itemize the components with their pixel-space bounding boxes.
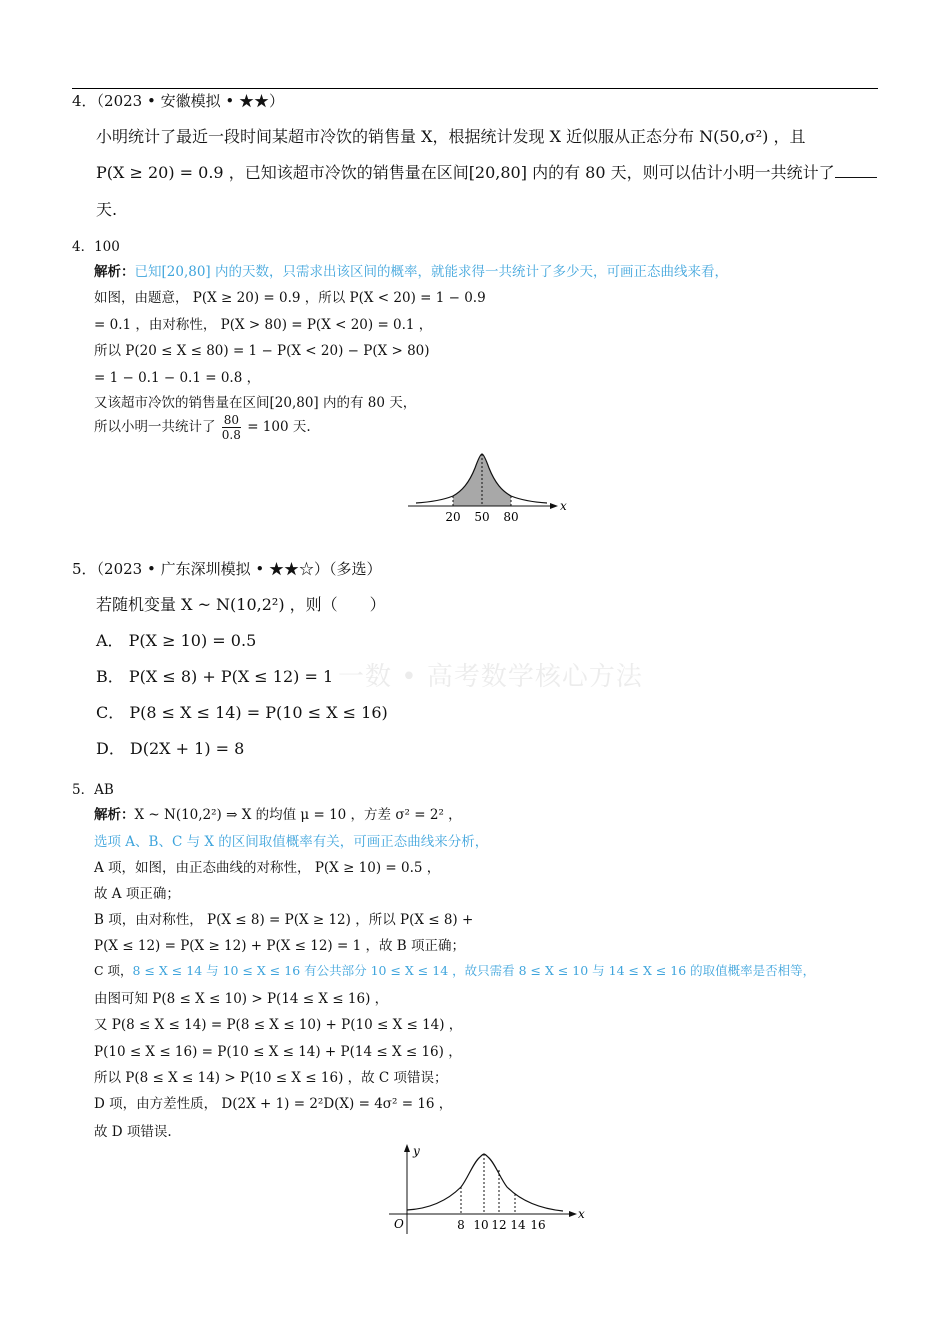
s5-b-2: 又 P(8 ≤ X ≤ 14) = P(8 ≤ X ≤ 10) + P(10 ≤ X ≤ 14) ， <box>94 1017 463 1033</box>
x-axis-2-label: x <box>578 1207 585 1221</box>
s4-line-4: = 1 − 0.1 − 0.1 = 0.8 ， <box>94 370 261 386</box>
tick-label-20: 20 <box>445 510 461 524</box>
s4-frac-den: 0.8 <box>221 428 241 442</box>
s4-final-line <box>94 413 311 442</box>
s5-c-hint: 8 ≤ X ≤ 14 与 10 ≤ X ≤ 16 有公共部分 10 ≤ X ≤ 14 ，故只需看 8 ≤ X ≤ 10 与 14 ≤ X ≤ 16 的取值概率是否相等， <box>132 963 816 978</box>
s4-final-post: = 100 天. <box>247 419 311 435</box>
q4-header: 4．（2023 • 安徽模拟 • ★★） <box>72 92 284 110</box>
q4-line2-text: P(X ≥ 20) = 0.9 ，已知该超市冷饮的销售量在区间[20,80] 内的有 80 天，则可以估计小明一共统计了 <box>96 163 835 182</box>
x-axis-arrow <box>550 503 558 509</box>
s4-label: 解析： <box>94 264 135 280</box>
tick-label-14: 14 <box>510 1218 526 1232</box>
origin-label: O <box>394 1217 404 1231</box>
s5-b-1: 由图可知 P(8 ≤ X ≤ 10) > P(14 ≤ X ≤ 16) ， <box>94 991 389 1007</box>
s5-b-4: 所以 P(8 ≤ X ≤ 14) > P(10 ≤ X ≤ 16) ，故 C 项错误； <box>94 1070 448 1086</box>
s5-b-5: D 项，由方差性质， D(2X + 1) = 2²D(X) = 4σ² = 16 ， <box>94 1096 453 1112</box>
watermark: 一数 • 高考数学核心方法 <box>338 662 643 692</box>
q4-line3: 天. <box>96 200 118 219</box>
q5-option-a: A． P(X ≥ 10) = 0.5 <box>96 631 257 650</box>
tick-label-16: 16 <box>530 1218 546 1232</box>
s5-a-4: P(X ≤ 12) = P(X ≥ 12) + P(X ≤ 12) = 1 ，故 B 项正确； <box>94 938 465 954</box>
y-axis-arrow <box>404 1144 410 1152</box>
answer-blank <box>835 163 877 178</box>
s5-a-2: 故 A 项正确； <box>94 886 180 902</box>
s4-final-pre: 所以小明一共统计了 <box>94 419 216 435</box>
tick-label-50: 50 <box>474 510 490 524</box>
top-rule <box>72 88 878 89</box>
q5-header: 5．（2023 • 广东深圳模拟 • ★★☆）（多选） <box>72 560 382 578</box>
s4-line-2: = 0.1 ，由对称性， P(X > 80) = P(X < 20) = 0.1 ， <box>94 317 433 333</box>
s5-c-label: C 项， <box>94 963 133 978</box>
s5-answer: 5．AB <box>72 782 114 798</box>
normal-curve-figure-1 <box>400 448 580 530</box>
q5-option-b: B． P(X ≤ 8) + P(X ≤ 12) = 1 <box>96 667 334 686</box>
tick-label-80: 80 <box>503 510 519 524</box>
x-axis-2-arrow <box>569 1211 577 1217</box>
q5-stem: 若随机变量 X ~ N(10,2²) ，则（ ） <box>96 595 386 614</box>
y-axis-label: y <box>413 1144 420 1158</box>
s4-line-1: 如图，由题意， P(X ≥ 20) = 0.9 ，所以 P(X < 20) = 1 − 0.9 <box>94 290 486 306</box>
s4-fraction <box>222 413 241 442</box>
normal-curve-figure-2 <box>385 1140 590 1238</box>
s5-line-1 <box>94 803 462 823</box>
q4-line1: 小明统计了最近一段时间某超市冷饮的销售量 X，根据统计发现 X 近似服从正态分布 N(50,σ²) ，且 <box>96 127 806 146</box>
tick-label-8: 8 <box>457 1218 465 1232</box>
s4-hint: 已知[20,80] 内的天数，只需求出该区间的概率，就能求得一共统计了多少天，可画正态曲线来看， <box>134 264 728 280</box>
q4-line2 <box>96 160 877 183</box>
s4-answer: 4．100 <box>72 239 120 255</box>
s5-hint-1: 选项 A、B、C 与 X 的区间取值概率有关，可画正态曲线来分析， <box>94 834 489 850</box>
tick-label-10: 10 <box>473 1218 489 1232</box>
tick-label-12: 12 <box>491 1218 507 1232</box>
s5-b-6: 故 D 项错误. <box>94 1124 172 1140</box>
normal-curve-2 <box>407 1154 563 1211</box>
s5-a-1: A 项，如图，由正态曲线的对称性， P(X ≥ 10) = 0.5 ， <box>94 860 441 876</box>
s5-c-line <box>94 961 815 979</box>
s5-line1-text: X ~ N(10,2²) ⇒ X 的均值 μ = 10 ，方差 σ² = 2² ， <box>134 807 462 823</box>
s5-a-3: B 项，由对称性， P(X ≤ 8) = P(X ≥ 12) ，所以 P(X ≤ 8) + <box>94 912 474 928</box>
s4-frac-num: 80 <box>223 413 239 427</box>
q5-option-c: C． P(8 ≤ X ≤ 14) = P(10 ≤ X ≤ 16) <box>96 703 388 722</box>
s4-line-5: 又该超市冷饮的销售量在区间[20,80] 内的有 80 天， <box>94 395 417 411</box>
s4-line-3: 所以 P(20 ≤ X ≤ 80) = 1 − P(X < 20) − P(X > 80) <box>94 343 430 359</box>
x-axis-label: x <box>560 499 567 513</box>
s5-label: 解析： <box>94 807 135 823</box>
q5-option-d: D． D(2X + 1) = 8 <box>96 739 245 758</box>
s5-b-3: P(10 ≤ X ≤ 16) = P(10 ≤ X ≤ 14) + P(14 ≤ X ≤ 16) ， <box>94 1044 462 1060</box>
s4-hint-line <box>94 260 728 280</box>
